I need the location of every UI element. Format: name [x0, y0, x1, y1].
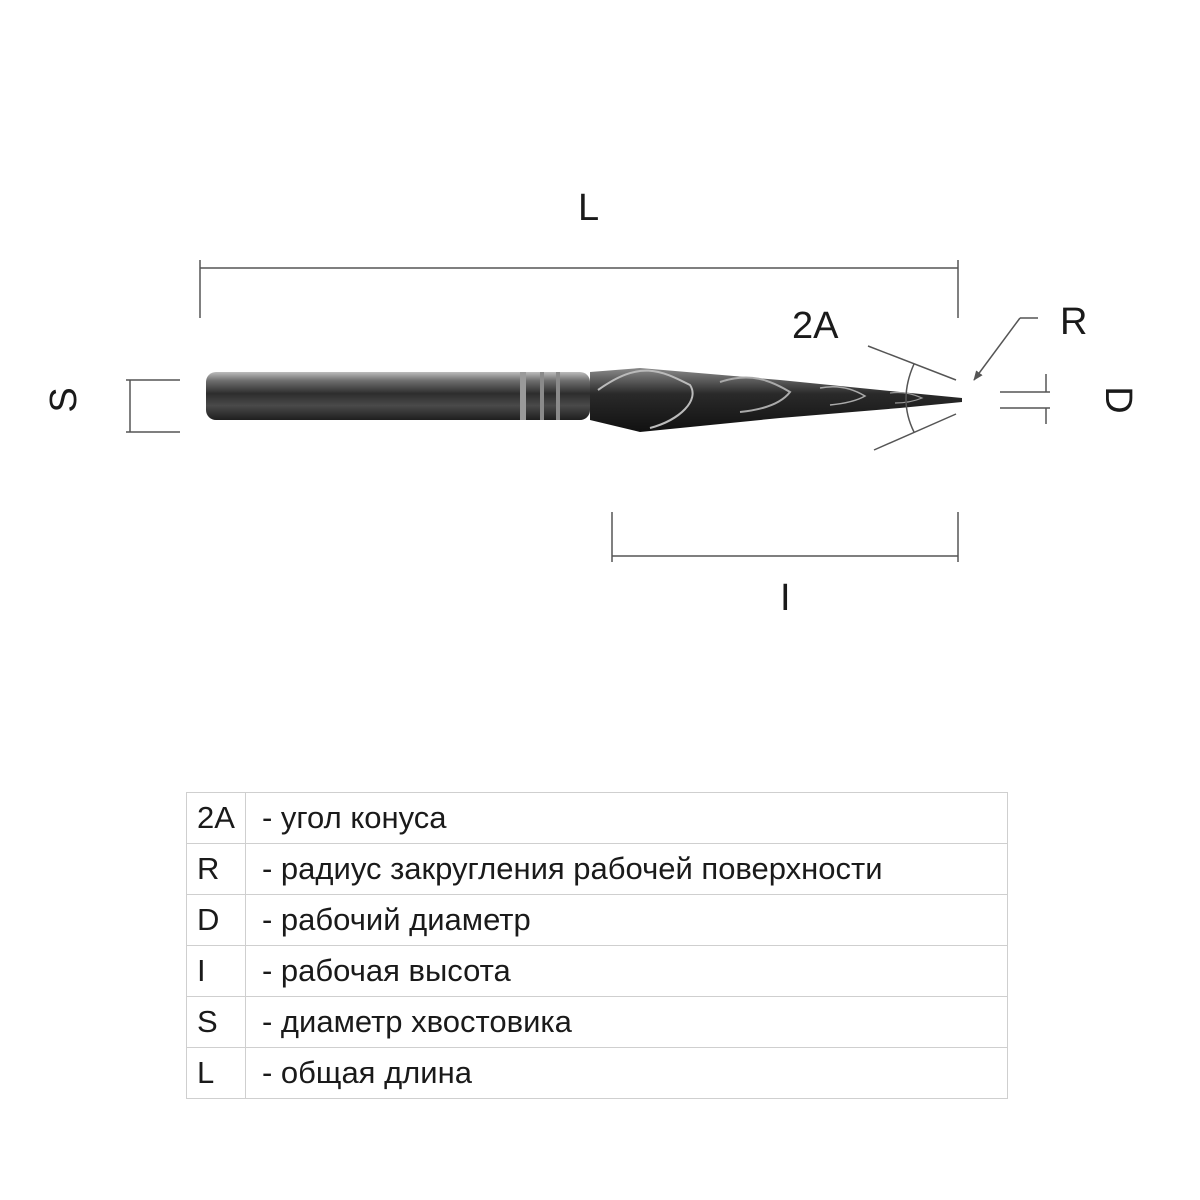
legend-row — [187, 895, 1008, 946]
tool-ring — [540, 372, 544, 420]
legend-symbol: I — [187, 946, 246, 997]
tool-shank — [206, 372, 590, 420]
label-R: R — [1060, 301, 1088, 343]
legend-row — [187, 997, 1008, 1048]
end-mill-tool — [206, 368, 962, 432]
tool-ring — [520, 372, 526, 420]
legend-description: - рабочий диаметр — [246, 895, 1008, 946]
legend-row — [187, 1048, 1008, 1099]
label-L: L — [578, 187, 600, 229]
angle-line-2A-upper — [868, 346, 956, 380]
legend-description: - общая длина — [246, 1048, 1008, 1099]
legend-symbol: D — [187, 895, 246, 946]
legend-symbol: R — [187, 844, 246, 895]
angle-line-2A-lower — [874, 414, 956, 450]
label-S: S — [43, 387, 85, 413]
legend-symbol: 2A — [187, 793, 246, 844]
legend-symbol: L — [187, 1048, 246, 1099]
legend-row — [187, 793, 1008, 844]
legend-row — [187, 946, 1008, 997]
leader-arrow-R — [974, 318, 1020, 380]
tool-ring — [556, 372, 560, 420]
legend-description: - угол конуса — [246, 793, 1008, 844]
legend-row — [187, 844, 1008, 895]
legend-symbol: S — [187, 997, 246, 1048]
legend-table — [186, 792, 1008, 1099]
legend-description: - радиус закругления рабочей поверхности — [246, 844, 1008, 895]
legend-description: - рабочая высота — [246, 946, 1008, 997]
label-2A: 2A — [792, 305, 839, 347]
label-D: D — [1097, 386, 1139, 414]
legend-description: - диаметр хвостовика — [246, 997, 1008, 1048]
label-I: I — [780, 577, 791, 619]
